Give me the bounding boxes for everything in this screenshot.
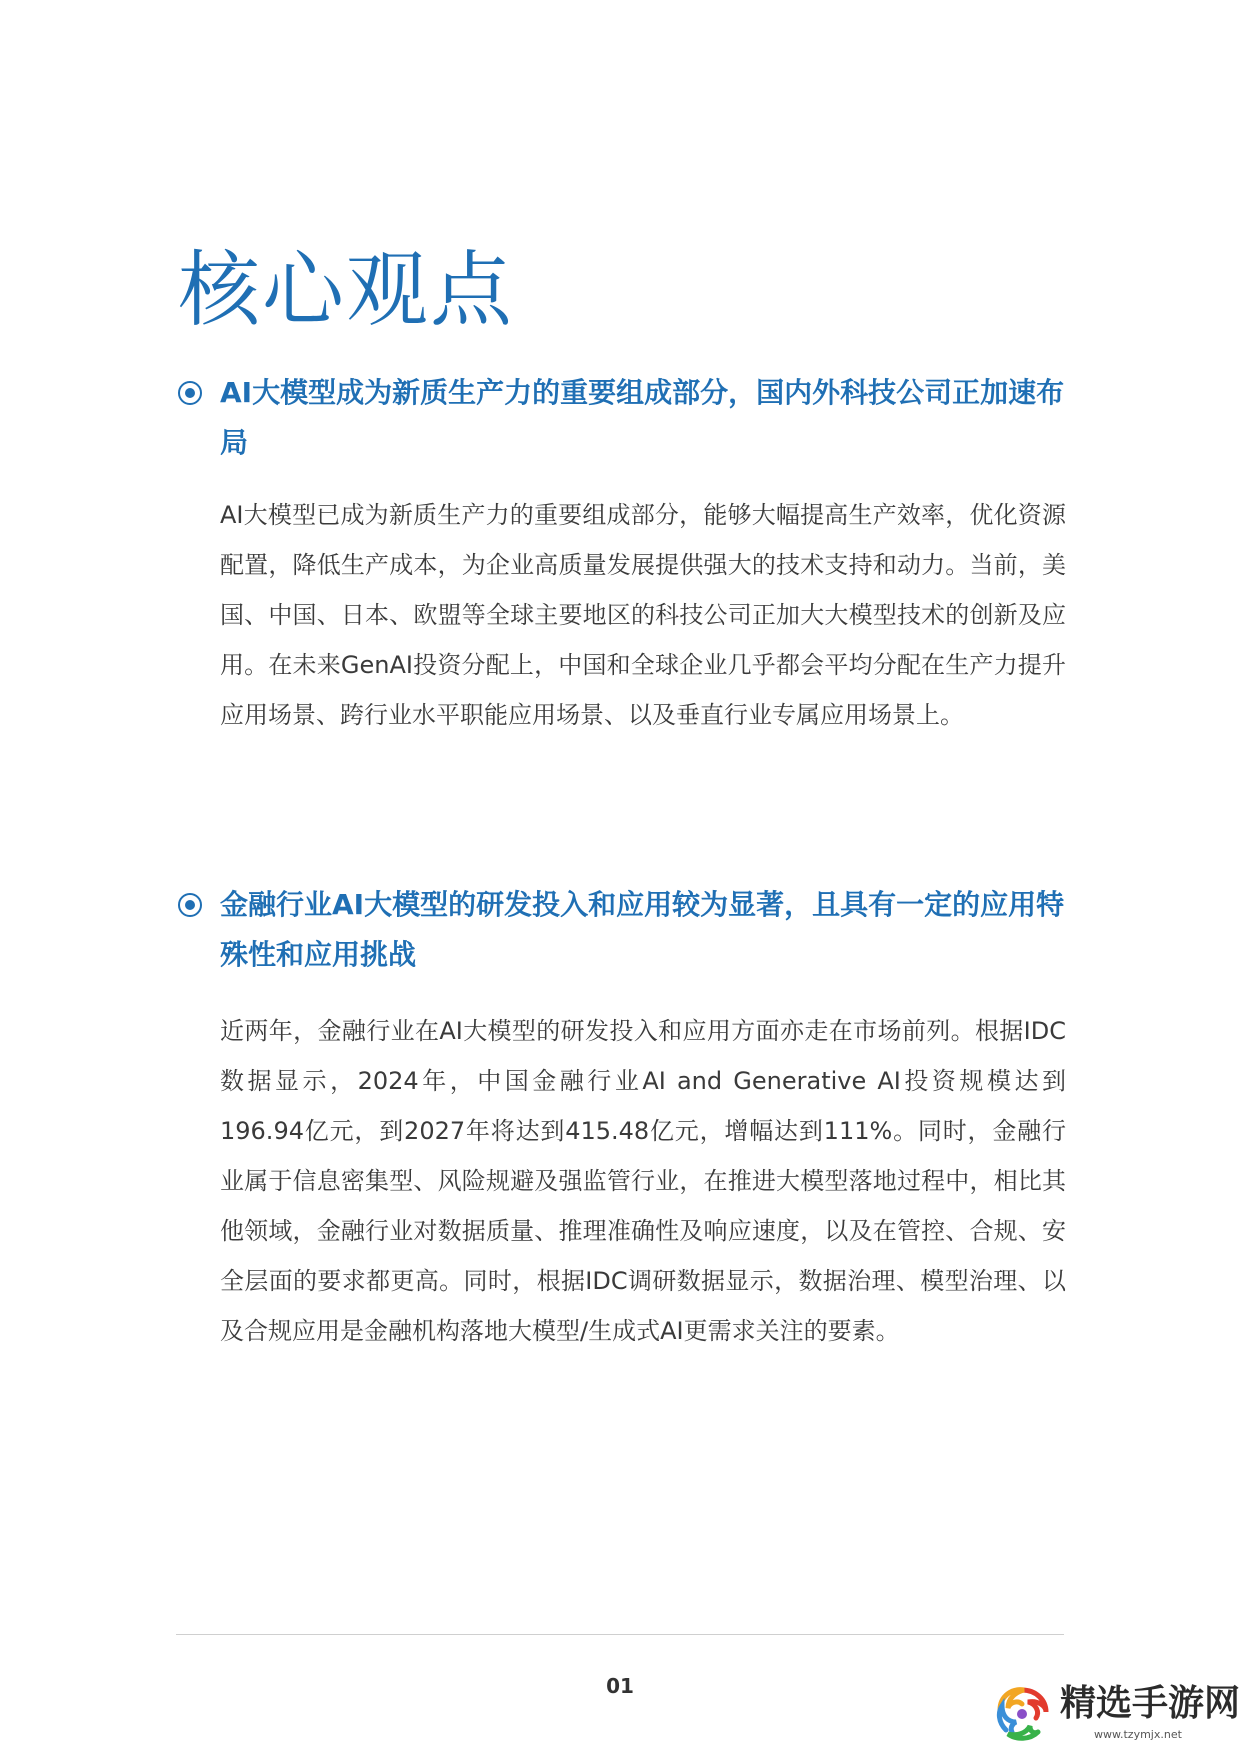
- section-2: [178, 880, 1066, 1380]
- section-heading: [178, 880, 1066, 980]
- section-heading-text: 金融行业AI大模型的研发投入和应用较为显著，且具有一定的应用特殊性和应用挑战: [220, 888, 1065, 971]
- swirl-logo-icon: [992, 1684, 1052, 1744]
- section-1: [178, 368, 1066, 764]
- page-title: 核心观点: [178, 242, 515, 338]
- section-body: 近两年，金融行业在AI大模型的研发投入和应用方面亦走在市场前列。根据IDC数据显示，2024年，中国金融行业AI and Generative AI投资规模达到196.94亿元，到2027年将达到415.48亿元，增幅达到111%。同时，金融行业属于信息密集型、风险规避及强监管行业，在推进大模型落地过程中，相比其他领域，金融行业对数据质量、推理准确性及响应速度，以及在管控、合规、安全层面的要求都更高。同时，根据IDC调研数据显示，数据治理、模型治理、以及合规应用是金融机构落地大模型/生成式AI更需求关注的要素。: [220, 1017, 1066, 1345]
- section-body: AI大模型已成为新质生产力的重要组成部分，能够大幅提高生产效率，优化资源配置，降低生产成本，为企业高质量发展提供强大的技术支持和动力。当前，美国、中国、日本、欧盟等全球主要地区的科技公司正加大大模型技术的创新及应用。在未来GenAI投资分配上，中国和全球企业几乎都会平均分配在生产力提升应用场景、跨行业水平职能应用场景、以及垂直行业专属应用场景上。: [220, 501, 1066, 729]
- watermark: [992, 1680, 1240, 1748]
- radio-bullet-icon: [178, 893, 202, 917]
- radio-bullet-icon: [178, 381, 202, 405]
- section-heading-text: AI大模型成为新质生产力的重要组成部分，国内外科技公司正加速布局: [220, 376, 1065, 459]
- page-number: 01: [606, 1674, 634, 1698]
- watermark-name: 精选手游网: [1060, 1683, 1240, 1724]
- watermark-url: www.tzymjx.net: [1094, 1728, 1182, 1741]
- footer-divider: [176, 1634, 1064, 1635]
- section-heading: [178, 368, 1066, 468]
